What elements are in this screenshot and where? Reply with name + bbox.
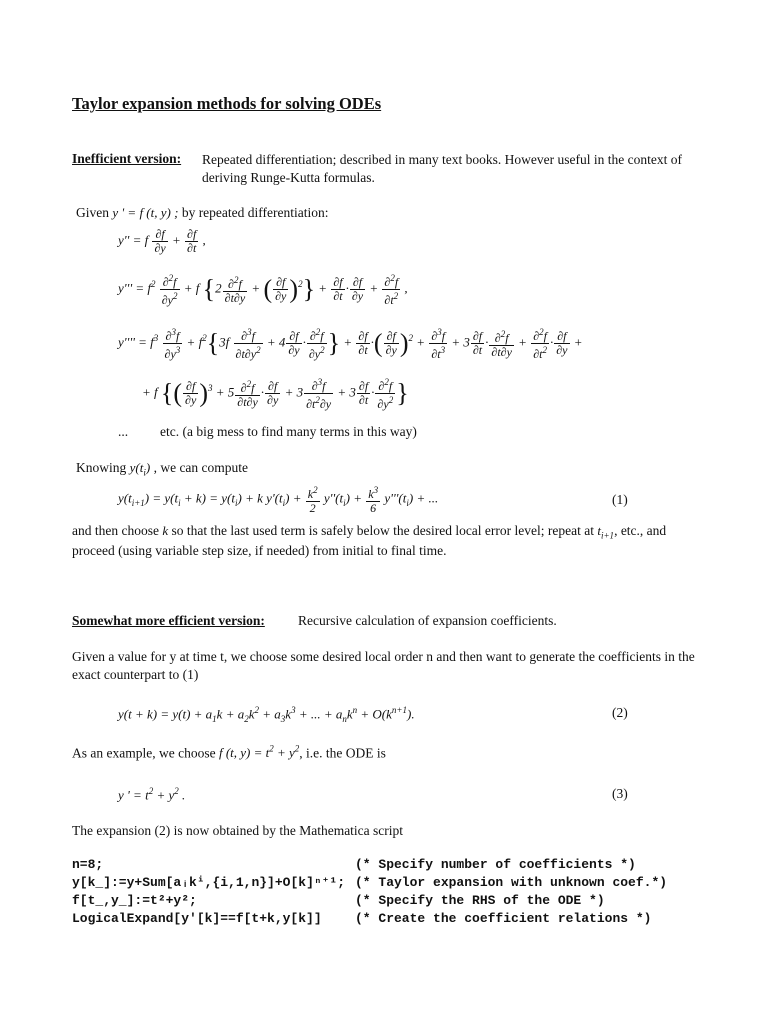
knowing-equation: $y(t_i)$ [129,460,151,478]
after-text-c: , etc., and [614,523,667,538]
fourth-derivative-equation-line1: $y'''' = f^3$ $\frac{\partial^3f}{\partial y^3}$ + $f^2\{3f$ $\frac{\partial^3f}{\partial t\partial y^2}$ + 4 $\frac{\partial f}{\partial y}$ · $\frac{\partial^2f}{\partial y^2}$ } + $\frac{\partial f}{\partial t}$ ·( $\frac{\partial f}{\partial y}$ )$^2$ + $\frac{\partial^3f}{\partial t^3}$ + 3 $\frac{\partial f}{\partial t}$ · $\frac{\partial^2f}{\partial t\partial y}$ + $\frac{\partial^2f}{\partial t^2}$ · $\frac{\partial f}{\partial y}$ + [118,327,583,361]
equation-1-number: (1) [612,492,628,507]
code-line [72,875,668,893]
knowing-prefix: Knowing [76,460,127,475]
mess-dots: ... [118,424,129,439]
code-comment: (* Create the coefficient relations *) [355,911,652,926]
code-text: y[k_]:=y+Sum[aᵢkⁱ,{i,1,n}]+O[k]ⁿ⁺¹; [72,875,346,890]
after-equation-1-line2: proceed (using variable step size, if needed) from initial to final time. [72,543,447,558]
code-text: LogicalExpand[y′[k]==f[t+k,y[k]] [72,911,322,926]
example-line [72,744,386,761]
code-line [72,857,636,875]
given-suffix: by repeated differentiation: [181,205,329,220]
given-prefix: Given [76,205,109,220]
fourth-derivative-equation-line2: + f {( $\frac{\partial f}{\partial y}$ )$^3$ + 5 $\frac{\partial^2f}{\partial t\partial y}$ · $\frac{\partial f}{\partial y}$ + 3 $\frac{\partial^3f}{\partial t^2\partial y}$ + 3 $\frac{\partial f}{\partial t}$ · $\frac{\partial^2f}{\partial y^2}$ } [142,377,409,411]
after-text-a: and then choose [72,523,159,538]
example-function: f (t, $y) = t^2 + y^2$ [218,744,300,761]
knowing-suffix: , we can compute [153,460,249,475]
mess-note: etc. (a big mess to find many terms in this way) [160,424,417,439]
code-line [72,911,652,929]
code-block [72,857,668,929]
after-text-b: so that the last used term is safely below the desired local error level; repeat at [171,523,594,538]
page-title: Taylor expansion methods for solving ODEs [72,94,382,113]
script-intro: The expansion (2) is now obtained by the Mathematica script [72,823,404,838]
code-comment: (* Taylor expansion with unknown coef.*) [355,875,668,890]
code-comment: (* Specify number of coefficients *) [355,857,636,872]
equation-1: $y(t_{i+1}) = y(t_i + k) = y(t_i) + k$ $y'(t_i)$ + $\frac{k^2}{2}$ $y''(t_i)$ + $\frac{k^3}{6}$ $y'''(t_i)$ + ... [118,485,439,515]
efficient-heading: Somewhat more efficient version: [72,613,265,628]
third-derivative-equation: $y''' = f^2$ $\frac{\partial^2f}{\partial y^2}$ + f {2 $\frac{\partial^2f}{\partial t\partial y}$ + ( $\frac{\partial f}{\partial y}$ )$^2$} + $\frac{\partial f}{\partial t}$ · $\frac{\partial f}{\partial y}$ + $\frac{\partial^2f}{\partial t^2}$ , [118,273,408,307]
after-text-k: k [162,523,169,538]
equation-3-number: (3) [612,786,628,801]
given-line [76,205,329,221]
code-text: f[t_,y_]:=t²+y²; [72,893,197,908]
efficient-paragraph: Given a value for y at time t, we choose some desired local order n and then want to generate the coefficients in the exact counterpart to (1) [72,649,695,682]
second-derivative-equation: y'' = f $\frac{\partial f}{\partial y}$ + $\frac{\partial f}{\partial t}$ , [118,227,206,255]
example-prefix: As an example, we choose [72,745,216,761]
equation-2: $y(t + k) = y(t) + a_1k + a_2k^2 + a_3k^3$ + ... + $a_nk^n + O(k^{n+1})$. [118,705,415,724]
code-comment: (* Specify the RHS of the ODE *) [355,893,605,908]
inefficient-description: Repeated differentiation; described in many text books. However useful in the context of deriving Runge-Kutta formulas. [202,152,682,185]
after-text-t: $t_{i+1}$ [597,523,615,541]
inefficient-heading: Inefficient version: [72,151,182,166]
code-text: n=8; [72,857,104,872]
given-equation: y ' = f (t, y) ; [112,205,179,220]
example-suffix: , i.e. the ODE is [299,745,386,761]
equation-2-number: (2) [612,705,628,720]
after-equation-1-line1 [72,523,666,541]
code-line [72,893,605,911]
knowing-line [76,460,248,478]
equation-3: y ' = $t^2 + y^2$ . [118,786,186,803]
efficient-description: Recursive calculation of expansion coefficients. [298,613,557,628]
